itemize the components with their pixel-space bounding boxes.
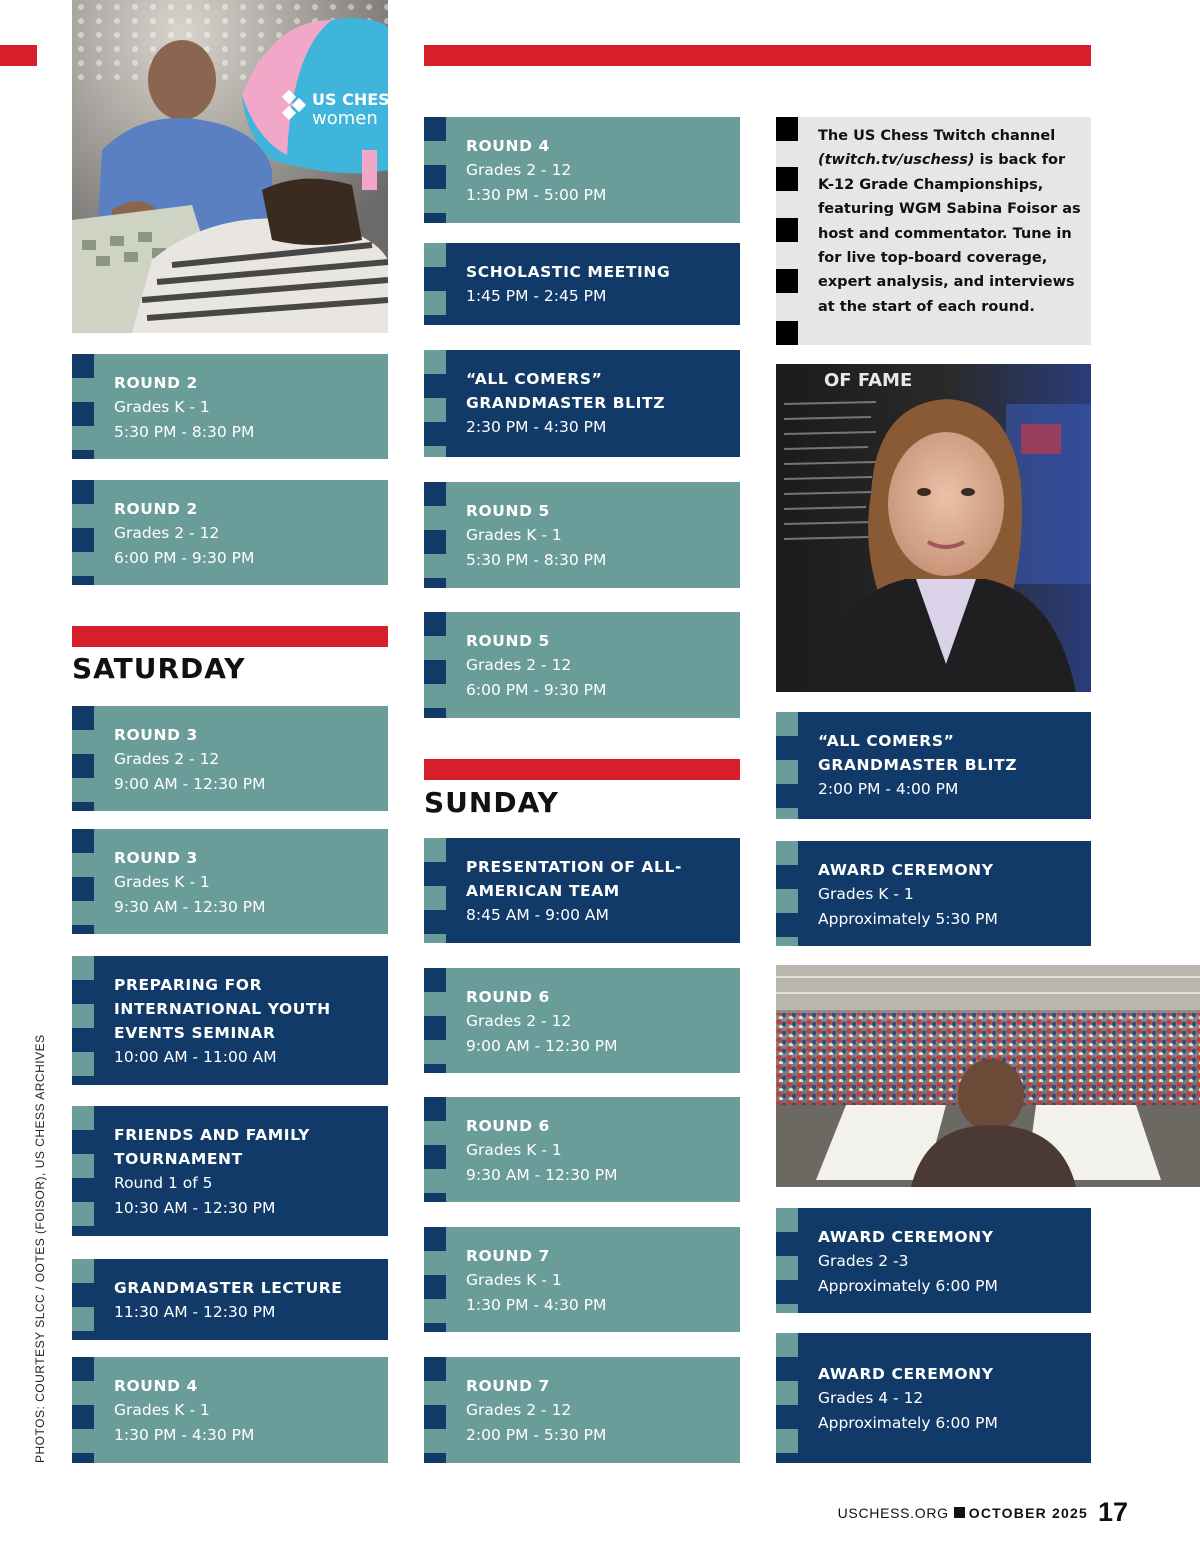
event-detail: Grades K - 1 — [114, 873, 210, 891]
twitch-callout — [776, 117, 1091, 345]
event-time: 8:45 AM - 9:00 AM — [466, 906, 609, 924]
event-card — [72, 480, 388, 585]
event-detail: Grades 2 - 12 — [466, 1401, 572, 1419]
event-detail: Grades K - 1 — [466, 1271, 562, 1289]
event-title: ROUND 3 — [114, 726, 198, 744]
checker-square — [72, 1202, 94, 1226]
checker-square — [424, 446, 446, 457]
event-detail: Grades 4 - 12 — [818, 1389, 924, 1407]
checker-strip — [776, 712, 798, 819]
twitch-text-1: The US Chess Twitch channel — [818, 128, 1056, 144]
event-title: ROUND 6 — [466, 1117, 550, 1135]
checker-square — [776, 760, 798, 784]
event-title: GRANDMASTER LECTURE — [114, 1279, 343, 1297]
footer-date: OCTOBER 2025 — [968, 1505, 1088, 1521]
checker-square — [424, 968, 446, 992]
page-number: 17 — [1097, 1497, 1128, 1527]
event-detail: Grades K - 1 — [466, 1141, 562, 1159]
photo-credit: PHOTOS: COURTESY SLCC / OOTES (FOISOR), US CHESS ARCHIVES — [33, 1034, 47, 1463]
checker-square — [776, 1381, 798, 1405]
event-detail: Grades K - 1 — [818, 885, 914, 903]
black-square-strip — [776, 117, 798, 345]
sunday-red-bar — [424, 759, 740, 780]
event-title: SCHOLASTIC MEETING — [466, 263, 671, 281]
event-detail: Grades K - 1 — [114, 1401, 210, 1419]
cap-text-2: women — [312, 108, 378, 129]
event-time: 2:00 PM - 4:00 PM — [818, 780, 959, 798]
event-title: FRIENDS AND FAMILY TOURNAMENT — [114, 1126, 310, 1168]
checker-square — [72, 829, 94, 853]
checker-strip — [776, 1333, 798, 1463]
checker-strip — [424, 482, 446, 588]
event-time: 5:30 PM - 8:30 PM — [114, 422, 255, 441]
photo-tournament-hall — [776, 965, 1200, 1187]
event-card — [72, 829, 388, 934]
checker-square — [72, 706, 94, 730]
event-title: AWARD CEREMONY — [818, 861, 994, 879]
saturday-red-bar — [72, 626, 388, 647]
event-detail: Grades 2 - 12 — [114, 524, 220, 542]
event-card — [72, 1106, 388, 1236]
checker-square — [424, 578, 446, 588]
event-time: 5:30 PM - 8:30 PM — [466, 550, 607, 569]
event-card — [424, 243, 740, 325]
checker-square — [424, 1405, 446, 1429]
twitch-link[interactable]: (twitch.tv/uschess) — [818, 152, 975, 169]
event-title: ROUND 5 — [466, 632, 550, 650]
checker-square — [424, 213, 446, 223]
checker-square — [424, 1275, 446, 1299]
twitch-text-2: is back for K-12 Grade Championships, featuring WGM Sabina Foisor as host and commentator. Tune in for live top-board coverage, expert analysis, and interviews at the start of each round. — [818, 152, 1081, 315]
checker-square — [776, 712, 798, 736]
photo-sabina-foisor — [776, 364, 1091, 692]
checker-square — [424, 398, 446, 422]
checker-strip — [72, 956, 94, 1085]
checker-square — [776, 889, 798, 913]
checker-square — [776, 1256, 798, 1280]
checker-square — [72, 956, 94, 980]
checker-square — [424, 165, 446, 189]
checker-strip — [424, 1097, 446, 1202]
event-card — [72, 1357, 388, 1463]
checker-square — [776, 1429, 798, 1453]
checker-square — [72, 528, 94, 552]
checker-square — [72, 754, 94, 778]
event-time: 10:00 AM - 11:00 AM — [114, 1048, 277, 1066]
checker-square — [72, 1004, 94, 1028]
checker-strip — [72, 829, 94, 934]
event-card — [424, 350, 740, 457]
checker-square — [424, 886, 446, 910]
checker-square — [72, 576, 94, 585]
event-time: 6:00 PM - 9:30 PM — [114, 548, 255, 567]
event-card — [424, 612, 740, 718]
checker-square — [72, 925, 94, 934]
event-card — [424, 117, 740, 223]
page-footer — [838, 1494, 1128, 1525]
event-card — [424, 1097, 740, 1202]
checker-strip — [776, 841, 798, 946]
event-card — [72, 706, 388, 811]
event-title: ROUND 5 — [466, 502, 550, 520]
event-title: AWARD CEREMONY — [818, 1228, 994, 1246]
event-detail: Grades 2 - 12 — [466, 1012, 572, 1030]
event-title: PRESENTATION OF ALL-AMERICAN TEAM — [466, 858, 682, 900]
event-time: 2:00 PM - 5:30 PM — [466, 1425, 607, 1444]
event-time: 9:30 AM - 12:30 PM — [466, 1165, 618, 1184]
checker-strip — [424, 1227, 446, 1332]
checker-square — [72, 877, 94, 901]
checker-square — [424, 1064, 446, 1073]
event-time: 11:30 AM - 12:30 PM — [114, 1303, 276, 1321]
checker-square — [424, 1193, 446, 1202]
checker-square — [776, 841, 798, 865]
checker-square — [424, 1453, 446, 1463]
checker-square — [72, 480, 94, 504]
checker-square — [72, 1405, 94, 1429]
event-card — [72, 1259, 388, 1340]
event-card — [72, 956, 388, 1085]
event-card — [424, 482, 740, 588]
event-time: 1:30 PM - 4:30 PM — [114, 1425, 255, 1444]
checker-square — [72, 1259, 94, 1283]
checker-strip — [776, 1208, 798, 1313]
checker-strip — [72, 1259, 94, 1340]
event-title: “ALL COMERS” GRANDMASTER BLITZ — [466, 370, 666, 412]
event-title: ROUND 3 — [114, 849, 198, 867]
cap-text-1: US CHESS — [312, 90, 401, 109]
checker-square — [424, 1097, 446, 1121]
event-detail: Grades 2 - 12 — [466, 161, 572, 179]
sunday-heading: SUNDAY — [424, 786, 559, 819]
event-title: ROUND 4 — [114, 1377, 198, 1395]
checker-square — [424, 1323, 446, 1332]
footer-site[interactable]: USCHESS.ORG — [837, 1505, 949, 1521]
event-title: ROUND 7 — [466, 1247, 550, 1265]
event-time: Approximately 5:30 PM — [818, 909, 998, 928]
checker-strip — [424, 612, 446, 718]
event-time: Approximately 6:00 PM — [818, 1413, 998, 1432]
left-edge-red-bar — [0, 45, 37, 66]
event-card — [776, 1333, 1091, 1463]
event-card — [424, 838, 740, 943]
event-detail: Round 1 of 5 — [114, 1174, 213, 1192]
checker-square — [72, 1307, 94, 1331]
checker-square — [424, 838, 446, 862]
checker-square — [72, 1357, 94, 1381]
checker-square — [424, 708, 446, 718]
photo-girl-chess-cap — [72, 0, 401, 333]
checker-square — [424, 1016, 446, 1040]
checker-strip — [424, 117, 446, 223]
checker-square — [72, 1052, 94, 1076]
checker-strip — [72, 480, 94, 585]
checker-square — [776, 1208, 798, 1232]
checker-square — [776, 808, 798, 819]
checker-strip — [424, 243, 446, 325]
event-time: 10:30 AM - 12:30 PM — [114, 1198, 276, 1217]
checker-strip — [72, 706, 94, 811]
checker-square — [776, 1304, 798, 1313]
event-time: 1:30 PM - 4:30 PM — [466, 1295, 607, 1314]
checker-square — [72, 354, 94, 378]
event-detail: Grades 2 - 12 — [466, 656, 572, 674]
checker-square — [424, 291, 446, 315]
event-time: 2:30 PM - 4:30 PM — [466, 418, 607, 436]
event-time: 9:30 AM - 12:30 PM — [114, 897, 266, 916]
event-title: ROUND 7 — [466, 1377, 550, 1395]
event-detail: Grades K - 1 — [114, 398, 210, 416]
event-card — [72, 354, 388, 459]
event-title: “ALL COMERS” GRANDMASTER BLITZ — [818, 732, 1018, 774]
checker-square — [72, 1106, 94, 1130]
checker-square — [72, 802, 94, 811]
checker-square — [72, 450, 94, 459]
event-time: 9:00 AM - 12:30 PM — [466, 1036, 618, 1055]
event-time: 9:00 AM - 12:30 PM — [114, 774, 266, 793]
event-title: ROUND 4 — [466, 137, 550, 155]
checker-strip — [72, 1106, 94, 1236]
checker-square — [424, 612, 446, 636]
checker-square — [424, 530, 446, 554]
event-card — [424, 968, 740, 1073]
event-card — [424, 1357, 740, 1463]
event-time: 1:30 PM - 5:00 PM — [466, 185, 607, 204]
checker-strip — [424, 350, 446, 457]
top-red-bar — [424, 45, 1091, 66]
event-detail: Grades 2 -3 — [818, 1252, 909, 1270]
checker-square — [424, 1357, 446, 1381]
wall-sign-text: OF FAME — [824, 370, 913, 391]
event-time: Approximately 6:00 PM — [818, 1276, 998, 1295]
event-detail: Grades 2 - 12 — [114, 750, 220, 768]
checker-strip — [424, 1357, 446, 1463]
checker-square — [424, 660, 446, 684]
footer-square-icon — [954, 1507, 965, 1518]
event-card — [424, 1227, 740, 1332]
event-detail: Grades K - 1 — [466, 526, 562, 544]
checker-square — [776, 1333, 798, 1357]
checker-square — [72, 1154, 94, 1178]
event-time: 1:45 PM - 2:45 PM — [466, 287, 607, 305]
checker-strip — [424, 838, 446, 943]
event-card — [776, 712, 1091, 819]
event-title: ROUND 2 — [114, 500, 198, 518]
checker-square — [72, 402, 94, 426]
checker-strip — [72, 1357, 94, 1463]
event-time: 6:00 PM - 9:30 PM — [466, 680, 607, 699]
checker-square — [72, 1453, 94, 1463]
checker-strip — [424, 968, 446, 1073]
checker-square — [424, 117, 446, 141]
saturday-heading: SATURDAY — [72, 652, 246, 685]
checker-square — [776, 937, 798, 946]
event-card — [776, 841, 1091, 946]
checker-square — [424, 1227, 446, 1251]
event-title: ROUND 2 — [114, 374, 198, 392]
event-title: AWARD CEREMONY — [818, 1365, 994, 1383]
checker-square — [424, 934, 446, 943]
checker-square — [424, 1145, 446, 1169]
event-card — [776, 1208, 1091, 1313]
checker-square — [424, 350, 446, 374]
checker-square — [424, 482, 446, 506]
event-title: ROUND 6 — [466, 988, 550, 1006]
event-title: PREPARING FOR INTERNATIONAL YOUTH EVENTS SEMINAR — [114, 976, 331, 1042]
checker-square — [424, 243, 446, 267]
checker-strip — [72, 354, 94, 459]
